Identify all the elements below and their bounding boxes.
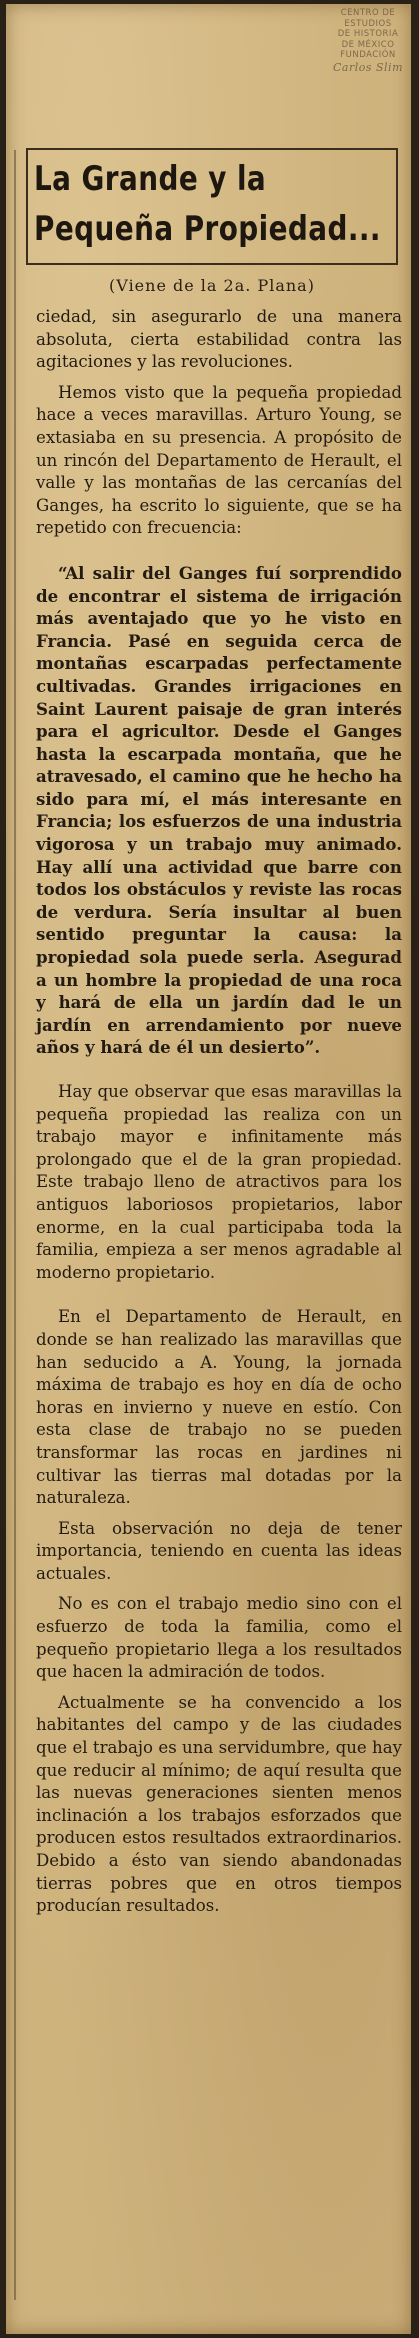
continuation-note: (Viene de la 2a. Plana) bbox=[109, 276, 315, 295]
article-paragraph: Hemos visto que la pequeña propiedad hace a veces maravillas. Arturo Young, se extasiaba en su presencia. A propósito de un rincón del Departamento de Herault, el valle y las montañas de las cercanías del Ganges, ha escrito lo siguiente, que se ha repetido con frecuencia: bbox=[36, 382, 402, 538]
article-quote: “Al salir del Ganges fuí sorprendido de encontrar el sistema de irrigación más aventajado que yo he visto en Francia. Pasé en seguida cerca de montañas escarpadas perfectamente cultivadas. Grandes irrigaciones en Saint Laurent paisaje de gran interés para el agricultor. Desde el Ganges hasta la escarpada montaña, que he atravesado, el camino que he hecho ha sido para mí, el más interesante en Francia; los esfuerzos de una industria vigorosa y un trabajo muy animado. Hay allí una actividad que barre con todos los obstáculos y reviste las rocas de verdura. Sería insultar al buen sentido preguntar la causa: la propiedad sola puede serla. Asegurad a un hombre la propiedad de una roca y hará de ella un jardín dad le un jardín en arrendamiento por nueve años y hará de él un desierto”. bbox=[36, 562, 402, 1058]
stamp-line: ESTUDIOS bbox=[344, 18, 392, 29]
stamp-line: CENTRO DE bbox=[340, 8, 396, 18]
stamp-line: DE MÉXICO bbox=[341, 39, 395, 50]
article-body bbox=[36, 306, 402, 1926]
stamp-signature: Carlos Slim bbox=[332, 60, 404, 74]
article-paragraph: No es con el trabajo medio sino con el esfuerzo de toda la familia, como el pequeño propietario llega a los resultados que hacen la admiración de todos. bbox=[36, 1594, 402, 1682]
article-title: La Grande y la Pequeña Propiedad... bbox=[34, 159, 381, 249]
archive-stamp bbox=[329, 8, 407, 73]
article-paragraph: Actualmente se ha convencido a los habitantes del campo y de las ciudades que el trabajo es una servidumbre, que hay que reducir al mínimo; de aquí resulta que las nuevas generaciones sienten menos inclinación a los trabajos esforzados que producen estos resultados extraordinarios. Debido a ésto van siendo abandonadas tierras pobres que en otros tiempos producían resultados. bbox=[36, 1692, 402, 1916]
column-rule bbox=[14, 150, 16, 2300]
article-paragraph: Esta observación no deja de tener importancia, teniendo en cuenta las ideas actuales. bbox=[36, 1518, 402, 1583]
article-paragraph: En el Departamento de Herault, en donde se han realizado las maravillas que han seducido a A. Young, la jornada máxima de trabajo es hoy en día de ocho horas en invierno y nueve en estío. Con esta clase de trabajo no se pueden transformar las rocas en jardines ni cultivar las tierras mal dotadas por la naturaleza. bbox=[36, 1307, 402, 1508]
article-paragraph: ciedad, sin asegurarlo de una manera absoluta, cierta estabilidad contra las agitaciones y las revoluciones. bbox=[36, 307, 402, 372]
stamp-line: DE HISTORIA bbox=[337, 29, 399, 39]
article-paragraph: Hay que observar que esas maravillas la pequeña propiedad las realiza con un trabajo mayor e infinitamente más prolongado que el de la gran propiedad. Este trabajo lleno de atractivos para los antiguos laboriosos propietarios, labor enorme, en la cual participaba toda la familia, empieza a ser menos agradable al moderno propietario. bbox=[36, 1082, 402, 1282]
stamp-line: FUNDACIÓN bbox=[340, 50, 396, 60]
